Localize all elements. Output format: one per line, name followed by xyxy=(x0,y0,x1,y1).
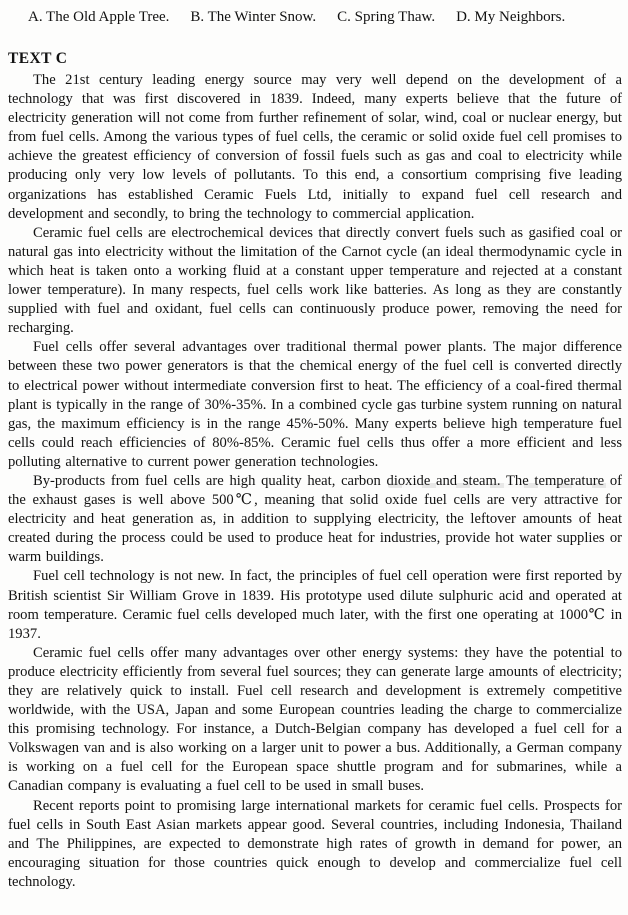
answer-option-c: C. Spring Thaw. xyxy=(337,9,436,25)
paragraph-6: Ceramic fuel cells offer many advantages over other energy systems: they have the potential to produce electricity efficiently from several fuel sources; they can generate large amounts of electricity; they are relatively quick to install. Fuel cell research and development is extremely competitive worldwide, with the USA, Japan and some European countries leading the charge to commercialize this promising technology. For instance, a Dutch-Belgian company has developed a fuel cell for a Volkswagen van and is also working on a larger unit to power a bus. Additionally, a German company is working on a fuel cell for the European space shuttle program and for submarines, while a Canadian company is evaluating a fuel cell to be used in small buses. xyxy=(8,644,622,795)
paragraph-5: Fuel cell technology is not new. In fact, the principles of fuel cell operation were first reported by British scientist Sir William Grove in 1839. His prototype used dilute sulphuric acid and operated at room temperature. Ceramic fuel cells developed much later, with the first one operating at 1000℃ in 1937. xyxy=(8,568,622,642)
answer-option-a: A. The Old Apple Tree. xyxy=(28,9,170,25)
reading-passage xyxy=(8,71,622,892)
paragraph-1: The 21st century leading energy source may very well depend on the development of a technology that was first discovered in 1839. Indeed, many experts believe that the future of electricity generation will not come from further refinement of solar, wind, coal or nuclear energy, but from fuel cells. Among the various types of fuel cells, the ceramic or solid oxide fuel cell promises to achieve the greatest efficiency of conversion of fossil fuels such as gas and coal to electricity while producing only very low levels of pollutants. To this end, a consortium comprising five leading organizations has established Ceramic Fuels Ltd, initially to expand fuel cell research and development and secondly, to bring the technology to commercial application. xyxy=(8,72,622,222)
paragraph-3: Fuel cells offer several advantages over traditional thermal power plants. The major difference between these two power generators is that the chemical energy of the fuel cell is converted directly to electrical power without intermediate conversion first to heat. The efficiency of a coal-fired thermal plant is typically in the range of 30%-35%. In a combined cycle gas turbine system running on natural gas, the maximum efficiency is in the range 45%-50%. Many experts believe high temperature fuel cells could reach efficiencies of 80%-85%. Ceramic fuel cells thus offer a more efficient and less polluting alternative to current power generation technologies. xyxy=(8,339,622,470)
paragraph-4: By-products from fuel cells are high quality heat, carbon dioxide and steam. The temperature of the exhaust gases is well above 500℃, meaning that solid oxide fuel cells are very attractive for electricity and heat generation as, in addition to supplying electricity, the leftover amounts of heat created during the process could be used to produce heat for industries, provide hot water supplies or warm buildings. xyxy=(8,472,622,566)
answer-option-b: B. The Winter Snow. xyxy=(190,9,317,25)
answer-option-d: D. My Neighbors. xyxy=(456,9,566,25)
text-c-heading: TEXT C xyxy=(8,50,68,67)
answer-options-row xyxy=(8,8,622,26)
paragraph-2: Ceramic fuel cells are electrochemical devices that directly convert fuels such as gasified coal or natural gas into electricity without the limitation of the Carnot cycle (an ideal thermodynamic cycle in which heat is taken onto a working fluid at a constant upper temperature and rejected at a constant lower temperature). In many respects, fuel cells work like batteries. As long as they are constantly supplied with fuel and oxidant, fuel cells can continuously produce power, removing the need for recharging. xyxy=(8,224,622,337)
paragraph-7: Recent reports point to promising large international markets for ceramic fuel cells. Prospects for fuel cells in South East Asian markets appear good. Several countries, including Indonesia, Thailand and The Philippines, are expected to demonstrate high rates of growth in demand for power, an encouraging situation for those countries quick enough to develop and commercialize fuel cell technology. xyxy=(8,797,622,890)
